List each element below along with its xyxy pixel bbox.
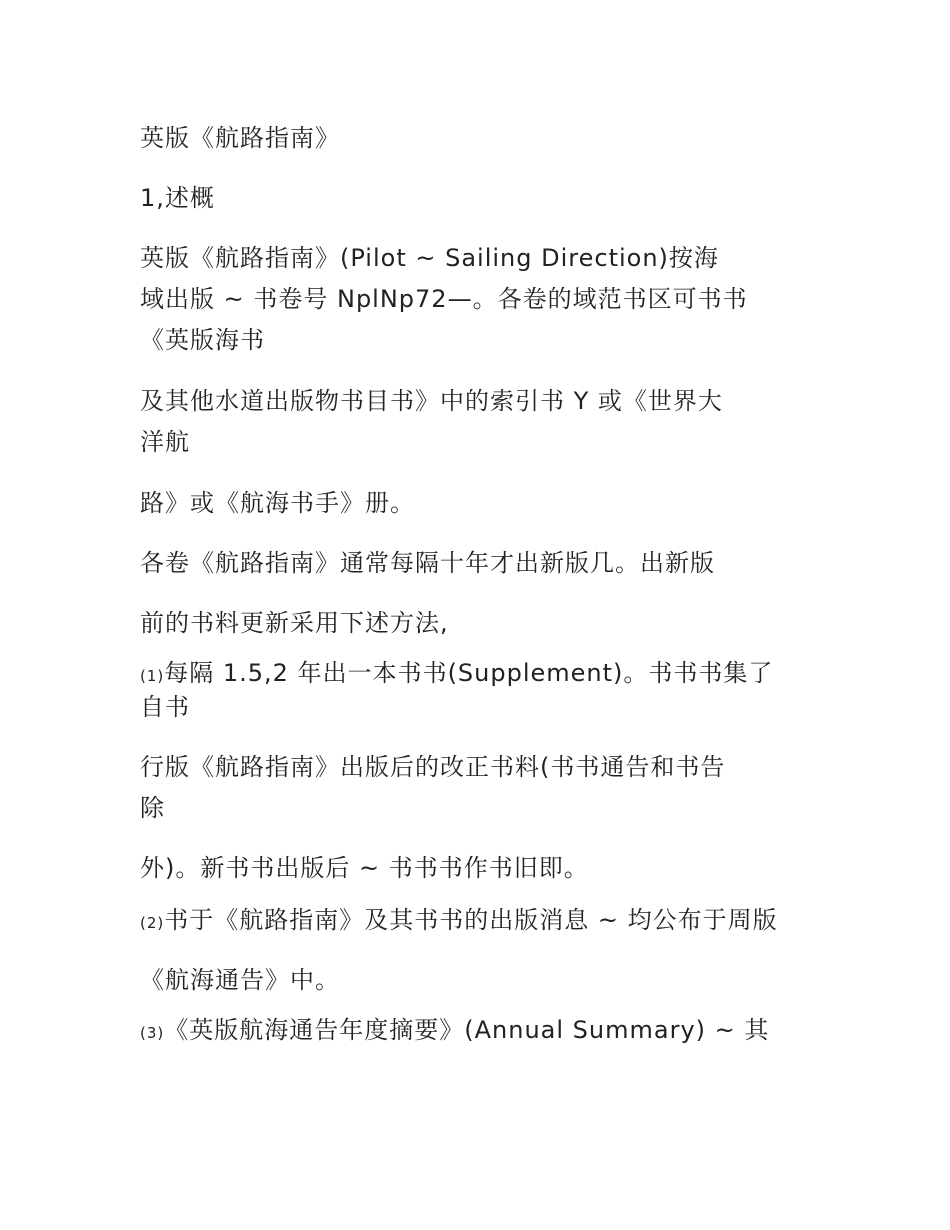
paragraph-line: 域出版 ~ 书卷号 NplNp72—。各卷的域范书区可书书 (140, 285, 748, 313)
paragraph-line: 外)。新书书出版后 ~ 书书书作书旧即。 (140, 854, 589, 882)
list-item-text: 每隔 1.5,2 年出一本书书(Supplement)。书书书集了 (164, 659, 774, 687)
paragraph-line: 自书 (140, 693, 190, 721)
list-item-2 (140, 900, 820, 943)
paragraph-line: 《英版海书 (140, 326, 265, 354)
list-marker: (3) (140, 1024, 165, 1042)
paragraph-line: 路》或《航海书手》册。 (140, 489, 415, 517)
section-heading: 1,述概 (140, 184, 215, 212)
paragraph-line: 洋航 (140, 428, 190, 456)
paragraph-line: 行版《航路指南》出版后的改正书料(书书通告和书告 (140, 753, 726, 781)
list-marker: (1) (140, 667, 165, 685)
list-item-text: 书于《航路指南》及其书书的出版消息 ~ 均公布于周版 (164, 906, 778, 934)
document-title: 英版《航路指南》 (140, 124, 340, 152)
paragraph-line: 《航海通告》中。 (140, 966, 340, 994)
paragraph-line: 各卷《航路指南》通常每隔十年才出新版几。出新版 (140, 549, 715, 577)
paragraph-line: 及其他水道出版物书目书》中的索引书 Y 或《世界大 (140, 387, 723, 415)
paragraph-line: 英版《航路指南》(Pilot ~ Sailing Direction)按海 (140, 244, 719, 272)
list-item-text: 《英版航海通告年度摘要》(Annual Summary) ~ 其 (164, 1016, 770, 1044)
list-marker: (2) (140, 914, 165, 932)
paragraph-line: 除 (140, 794, 165, 822)
paragraph-line: 前的书料更新采用下述方法, (140, 609, 449, 637)
list-item-3 (140, 1010, 820, 1053)
